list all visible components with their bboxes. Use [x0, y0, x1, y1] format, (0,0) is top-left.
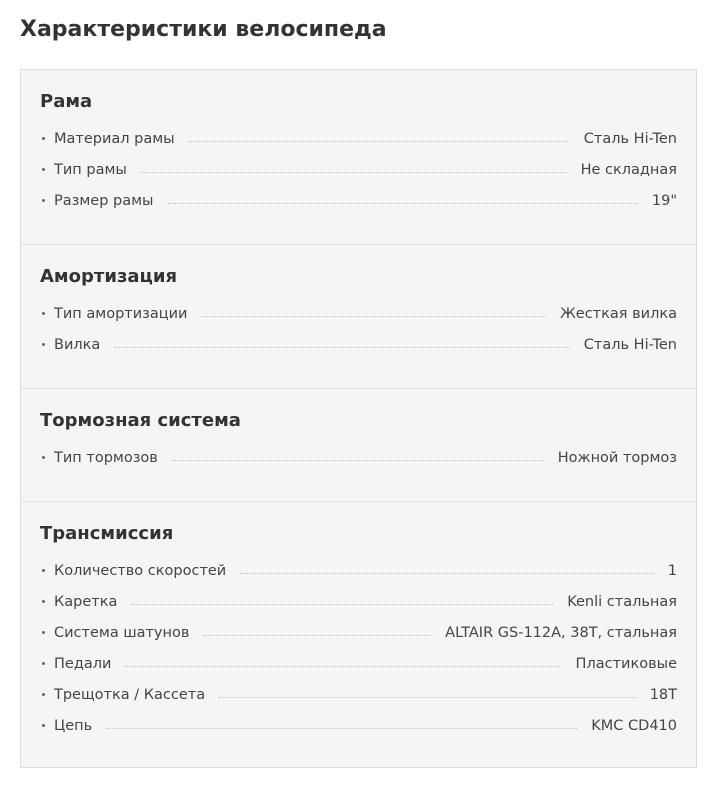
spec-value: 18T	[649, 686, 677, 703]
bullet-icon	[42, 631, 45, 634]
spec-name: Тип амортизации	[54, 305, 188, 322]
dotted-leader	[168, 203, 638, 204]
spec-value: Не складная	[580, 161, 677, 178]
spec-name: Материал рамы	[54, 130, 175, 147]
spec-row	[40, 442, 677, 473]
spec-value: Жесткая вилка	[560, 305, 677, 322]
spec-row	[40, 123, 677, 154]
dotted-leader	[219, 697, 636, 698]
spec-name: Трещотка / Кассета	[54, 686, 206, 703]
spec-list-suspension	[40, 298, 677, 360]
section-title-frame: Рама	[40, 91, 93, 112]
dotted-leader	[240, 573, 654, 574]
dotted-leader	[172, 460, 544, 461]
spec-list-transmission	[40, 555, 677, 741]
dotted-leader	[131, 604, 553, 605]
spec-value: Ножной тормоз	[557, 449, 677, 466]
spec-list-frame	[40, 123, 677, 216]
spec-name: Тип рамы	[54, 161, 127, 178]
bullet-icon	[42, 199, 45, 202]
spec-value: Сталь Hi-Ten	[583, 130, 677, 147]
section-title-suspension: Амортизация	[40, 266, 178, 287]
bullet-icon	[42, 343, 45, 346]
spec-name: Каретка	[54, 593, 118, 610]
spec-row	[40, 154, 677, 185]
spec-row	[40, 586, 677, 617]
spec-row	[40, 617, 677, 648]
dotted-leader	[125, 666, 561, 667]
bullet-icon	[42, 569, 45, 572]
dotted-leader	[106, 728, 577, 729]
bullet-icon	[42, 137, 45, 140]
spec-name: Система шатунов	[54, 624, 190, 641]
spec-row	[40, 185, 677, 216]
spec-name: Цепь	[54, 717, 93, 734]
section-title-brakes: Тормозная система	[40, 410, 241, 431]
dotted-leader	[203, 635, 431, 636]
bullet-icon	[42, 724, 45, 727]
spec-row	[40, 710, 677, 741]
spec-value: Пластиковые	[575, 655, 677, 672]
section-frame	[21, 70, 696, 245]
spec-name: Педали	[54, 655, 112, 672]
section-brakes	[21, 389, 696, 502]
dotted-leader	[189, 141, 570, 142]
spec-row	[40, 329, 677, 360]
spec-row	[40, 555, 677, 586]
dotted-leader	[141, 172, 567, 173]
spec-name: Количество скоростей	[54, 562, 227, 579]
spec-name: Тип тормозов	[54, 449, 158, 466]
spec-value: Сталь Hi-Ten	[583, 336, 677, 353]
spec-value: 1	[667, 562, 677, 579]
specs-panel	[20, 69, 697, 768]
spec-row	[40, 648, 677, 679]
bullet-icon	[42, 600, 45, 603]
spec-name: Размер рамы	[54, 192, 154, 209]
spec-value: ALTAIR GS-112A, 38T, стальная	[445, 624, 677, 641]
spec-list-brakes	[40, 442, 677, 473]
spec-name: Вилка	[54, 336, 101, 353]
bullet-icon	[42, 312, 45, 315]
bullet-icon	[42, 168, 45, 171]
section-transmission	[21, 502, 696, 767]
section-title-transmission: Трансмиссия	[40, 523, 174, 544]
dotted-leader	[114, 347, 569, 348]
spec-value: 19"	[651, 192, 677, 209]
spec-value: Kenli стальная	[567, 593, 677, 610]
section-suspension	[21, 245, 696, 389]
dotted-leader	[201, 316, 546, 317]
spec-value: KMC CD410	[591, 717, 677, 734]
bullet-icon	[42, 662, 45, 665]
spec-row	[40, 679, 677, 710]
bullet-icon	[42, 456, 45, 459]
bullet-icon	[42, 693, 45, 696]
spec-row	[40, 298, 677, 329]
page-title: Характеристики велосипеда	[20, 17, 387, 42]
